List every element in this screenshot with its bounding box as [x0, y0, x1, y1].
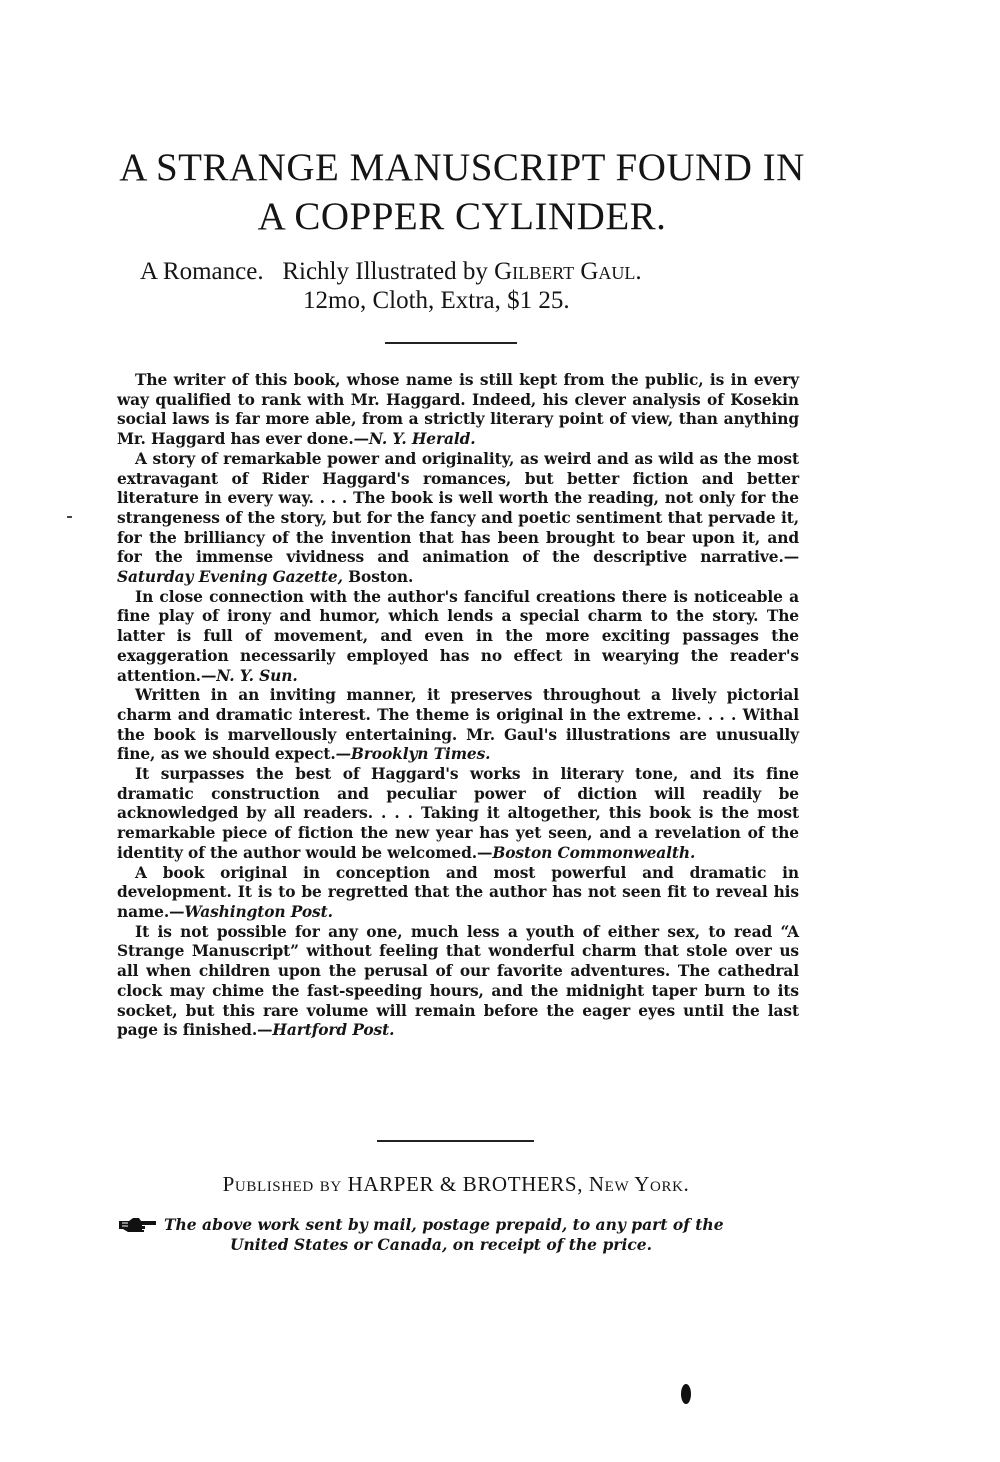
book-title-line-1: A STRANGE MANUSCRIPT FOUND IN	[119, 146, 805, 189]
review-text: A book original in conception and most powerful and dramatic in development. It is to be regretted that the author has not seen fit to reveal his name.—	[117, 863, 799, 921]
review-text: Written in an inviting manner, it preserves throughout a lively pictorial charm and dramatic interest. The theme is original in the extreme. . . . Withal the book is marvellously entertaining. Mr. Gaul's illustrations are unusually fine, as we should expect.—	[117, 686, 799, 764]
book-subtitle	[140, 257, 860, 315]
review-source: Washington Post.	[184, 902, 333, 921]
review-text: A story of remarkable power and originality, as weird and as wild as the most extravagant of Rider Haggard's romances, but better fiction and better literature in every way. . . . The book is well worth the reading, not only for the strangeness of the story, but for the fancy and poetic sentiment that pervade it, for the brilliancy of the invention that has been brought to bear upon it, and for the immense vividness and animation of the descriptive narrative.—	[117, 449, 799, 567]
genre-label: A Romance.	[140, 258, 264, 285]
illustrator-name: Gilbert Gaul.	[494, 258, 642, 285]
pointing-hand-icon	[118, 1215, 164, 1235]
review-source: N. Y. Herald.	[368, 430, 476, 449]
review-source: Saturday Evening Gazette,	[117, 568, 343, 587]
mail-order-notice	[118, 1215, 798, 1255]
section-divider-top	[385, 342, 517, 344]
review-source: N. Y. Sun.	[216, 666, 298, 685]
review-text: It surpasses the best of Haggard's works in literary tone, and its fine dramatic construction and peculiar power of diction will readily be acknowledged by all readers. . . . Taking it altogether, this book is the most remarkable piece of fiction the new year has yet seen, and a revelation of the identity of the author would be welcomed.—	[117, 765, 799, 862]
notice-line-2: United States or Canada, on receipt of the price.	[230, 1235, 653, 1254]
review-text: It is not possible for any one, much less a youth of either sex, to read “A Strange Manuscript” without feeling that wonderful charm that stole over us all when children upon the perusal of our favorite adventures. The cathedral clock may chime the fast-speeding hours, and the midnight taper burn to its socket, but this rare volume will remain before the eager eyes until the last page is finished.—	[117, 922, 799, 1040]
book-title-line-2: A COPPER CYLINDER.	[257, 195, 667, 238]
published-by-label: Published by	[222, 1172, 342, 1196]
review-source: Hartford Post.	[272, 1021, 395, 1040]
review-paragraph	[117, 588, 799, 687]
review-source: Boston Commonwealth.	[492, 843, 696, 862]
publisher-name: HARPER & BROTHERS,	[347, 1172, 584, 1196]
publisher-line	[0, 1172, 912, 1197]
edition-price: 12mo, Cloth, Extra, $1 25.	[303, 287, 570, 314]
section-divider-bottom	[377, 1140, 534, 1142]
review-source: Brooklyn Times.	[350, 745, 491, 764]
review-paragraph	[117, 371, 799, 450]
notice-line-1: The above work sent by mail, postage prepaid, to any part of the	[164, 1215, 724, 1234]
review-text: In close connection with the author's fanciful creations there is noticeable a fine play of irony and humor, which lends a special charm to the story. The latter is full of movement, and even in the more exciting passages the exaggeration necessarily employed has no effect in wearying the reader's attention.—	[117, 587, 799, 685]
press-reviews	[117, 371, 799, 1041]
review-text: The writer of this book, whose name is still kept from the public, is in every way qualified to rank with Mr. Haggard. Indeed, his clever analysis of Kosekin social laws is far more able, from a strictly literary point of view, than anything Mr. Haggard has ever done.—	[117, 371, 799, 449]
illustrated-by-label: Richly Illustrated by	[282, 258, 488, 285]
margin-mark	[67, 516, 72, 518]
review-paragraph	[117, 765, 799, 864]
review-paragraph	[117, 450, 799, 588]
review-paragraph	[117, 923, 799, 1041]
review-paragraph	[117, 686, 799, 765]
review-source-city: Boston.	[342, 568, 414, 587]
publisher-city: New York.	[588, 1172, 690, 1196]
review-paragraph	[117, 864, 799, 923]
ink-blot	[681, 1384, 691, 1404]
